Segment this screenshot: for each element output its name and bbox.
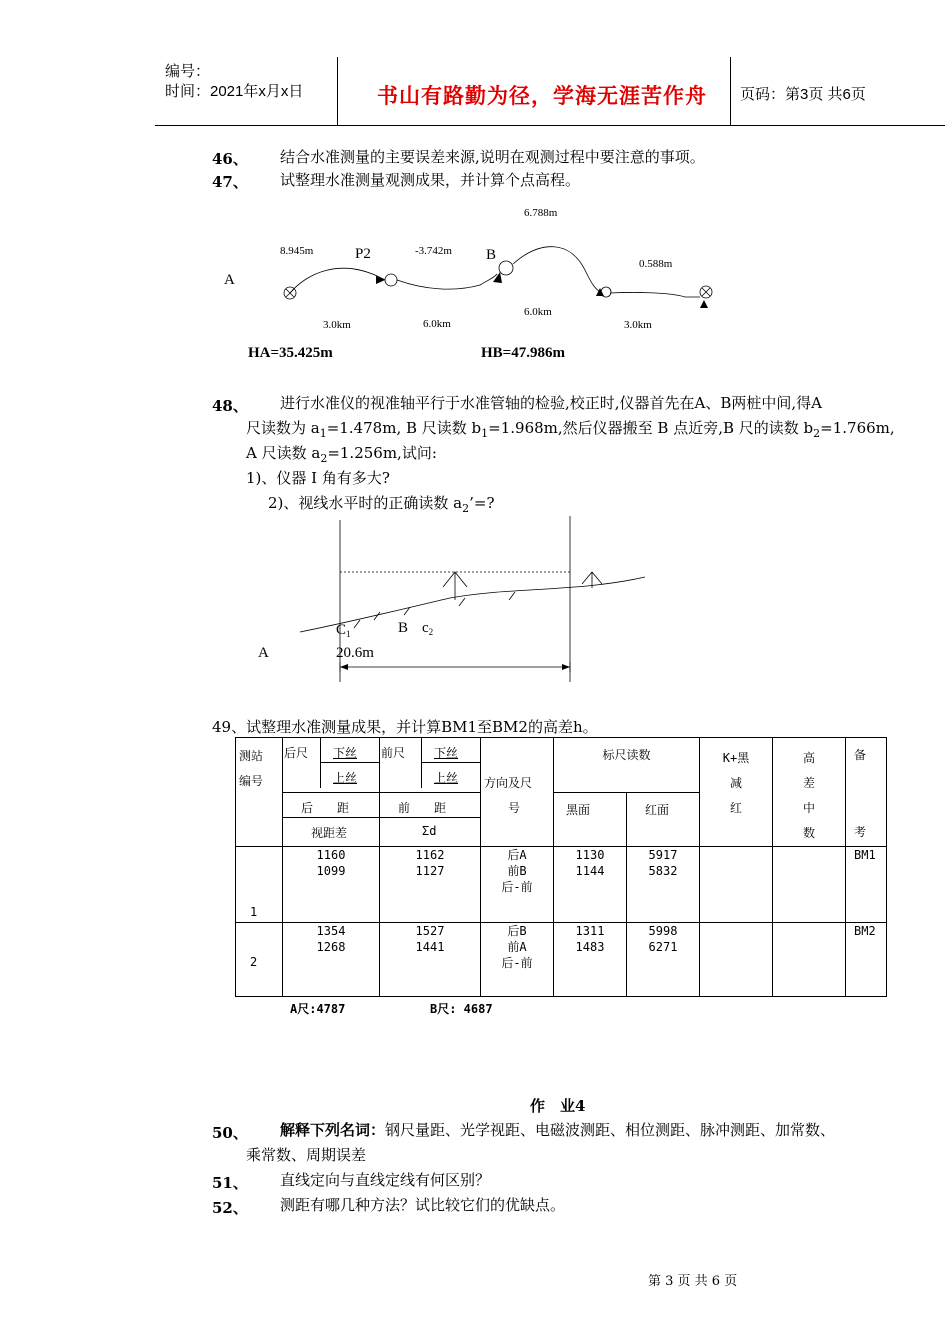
known-height-a: HA=35.425m [248,345,333,361]
distance-label: 20.6m [336,645,374,661]
q47-text: 试整理水准测量观测成果，并计算个点高程。 [280,171,581,189]
direction-cell: 后B 前A 后-前 [481,923,554,997]
q52-number: 52、 [212,1199,248,1217]
station-cell: 1 [236,847,283,923]
doc-code-label: 编号： [165,63,211,80]
route-segment-a-p2 [290,268,385,293]
arrow-icon [493,272,502,283]
label-c1: $C_1$ [336,622,351,639]
route-label-a: A [224,272,235,288]
station-cell: 2 [236,923,283,997]
header-red-face: 红面 [627,792,700,847]
route-segment-tp-end [610,292,700,297]
front-cell: 1527 1441 [380,923,481,997]
k-cell [700,923,773,997]
route-segment-b-tp [513,247,602,293]
known-height-b: HB=47.986m [481,345,565,361]
label-c2: $c_2$ [422,620,434,637]
header-front-distance: 前 距 Σd [380,792,481,847]
route-segment-p2-b [397,274,497,289]
table-row [236,923,887,997]
point-b-symbol [499,261,513,275]
ground-profile [300,577,645,632]
point-p2-symbol [385,274,397,286]
q51-number: 51、 [212,1174,248,1192]
mean-cell [773,923,846,997]
header-motto: 书山有路勤为径，学海无涯苦作舟 [377,83,707,108]
distance-1: 3.0km [323,319,351,331]
instrument-tripod-near-b [582,572,602,588]
header-direction: 方向及尺 号 [481,738,554,847]
note-cell: BM1 [846,847,887,923]
page-indicator: 页码：第3页 共6页 [740,86,866,103]
height-diff-3: 6.788m [524,207,558,219]
q46-text: 结合水准测量的主要误差来源,说明在观测过程中要注意的事项。 [280,148,705,166]
doc-time-label: 时间：2021年x月x日 [165,83,304,100]
header-divider-right [730,57,731,125]
q47-number: 47、 [212,173,248,191]
q50-line2: 乘常数、周期误差 [246,1146,367,1164]
header-back-staff: 后尺 下丝 上丝 [283,738,380,793]
front-cell: 1162 1127 [380,847,481,923]
k-constant-b: B尺: 4687 [430,1002,493,1016]
header-back-distance: 后 距 视距差 [283,792,380,847]
q48-line2: 尺读数为 $a_1=1.478m$, B 尺读数 $b_1=1.968m$,然后仪器搬至 B 点近旁,B 尺的读数 $b_2=1.766m$, [246,419,895,440]
black-cell: 1311 1483 [554,923,627,997]
table-row [236,847,887,923]
mean-cell [773,847,846,923]
black-cell: 1130 1144 [554,847,627,923]
header-divider-left [337,57,338,125]
height-diff-4: 0.588m [639,258,673,270]
q48-sub2: 2)、视线水平时的正确读数 $a_2’=$? [268,494,495,515]
distance-3: 6.0km [524,306,552,318]
leveling-record-table [235,737,887,997]
leveling-route-diagram [210,200,740,370]
height-diff-1: 8.945m [280,245,314,257]
k-cell [700,847,773,923]
arrow-icon [700,300,708,308]
distance-4: 3.0km [624,319,652,331]
q50-line1: 解释下列名词：钢尺量距、光学视距、电磁波测距、相位测距、脉冲测距、加常数、 [280,1121,836,1139]
q48-number: 48、 [212,397,248,415]
distance-2: 6.0km [423,318,451,330]
header-note: 备 考 [846,738,887,847]
q48-line1: 进行水准仪的视准轴平行于水准管轴的检验,校正时,仪器首先在A、B两桩中间,得A [280,394,822,412]
route-label-p2: P2 [355,246,371,262]
back-cell: 1354 1268 [283,923,380,997]
header-k-plus-black: K+黑 减 红 [700,738,773,847]
header-front-staff: 前尺 下丝 上丝 [380,738,481,793]
q46-number: 46、 [212,150,248,168]
route-label-b: B [486,247,497,263]
header-black-face: 黑面 [554,792,627,847]
direction-cell: 后A 前B 后-前 [481,847,554,923]
level-check-diagram [250,512,670,692]
q49-text: 49、试整理水准测量成果，并计算BM1至BM2的高差h。 [212,718,598,736]
header-station: 测站 编号 [236,738,283,847]
page-footer: 第 3 页 共 6 页 [648,1274,738,1289]
label-b: B [398,620,409,636]
q52-text: 测距有哪几种方法？试比较它们的优缺点。 [280,1196,566,1214]
header-staff-readings: 标尺读数 [554,738,700,793]
note-cell: BM2 [846,923,887,997]
red-cell: 5917 5832 [627,847,700,923]
k-constant-a: A尺:4787 [290,1002,346,1016]
q48-sub1: 1)、仪器 I 角有多大? [246,469,390,487]
header-rule [155,125,945,126]
header-mean-height-diff: 高 差 中 数 [773,738,846,847]
back-cell: 1160 1099 [283,847,380,923]
q48-line3: A 尺读数 $a_2=1.256m$,试问: [246,444,437,465]
height-diff-2: -3.742m [415,245,452,257]
q50-number: 50、 [212,1124,248,1142]
homework-title: 作 业4 [530,1097,586,1115]
q51-text: 直线定向与直线定线有何区别？ [280,1171,491,1189]
label-a: A [258,645,269,661]
red-cell: 5998 6271 [627,923,700,997]
